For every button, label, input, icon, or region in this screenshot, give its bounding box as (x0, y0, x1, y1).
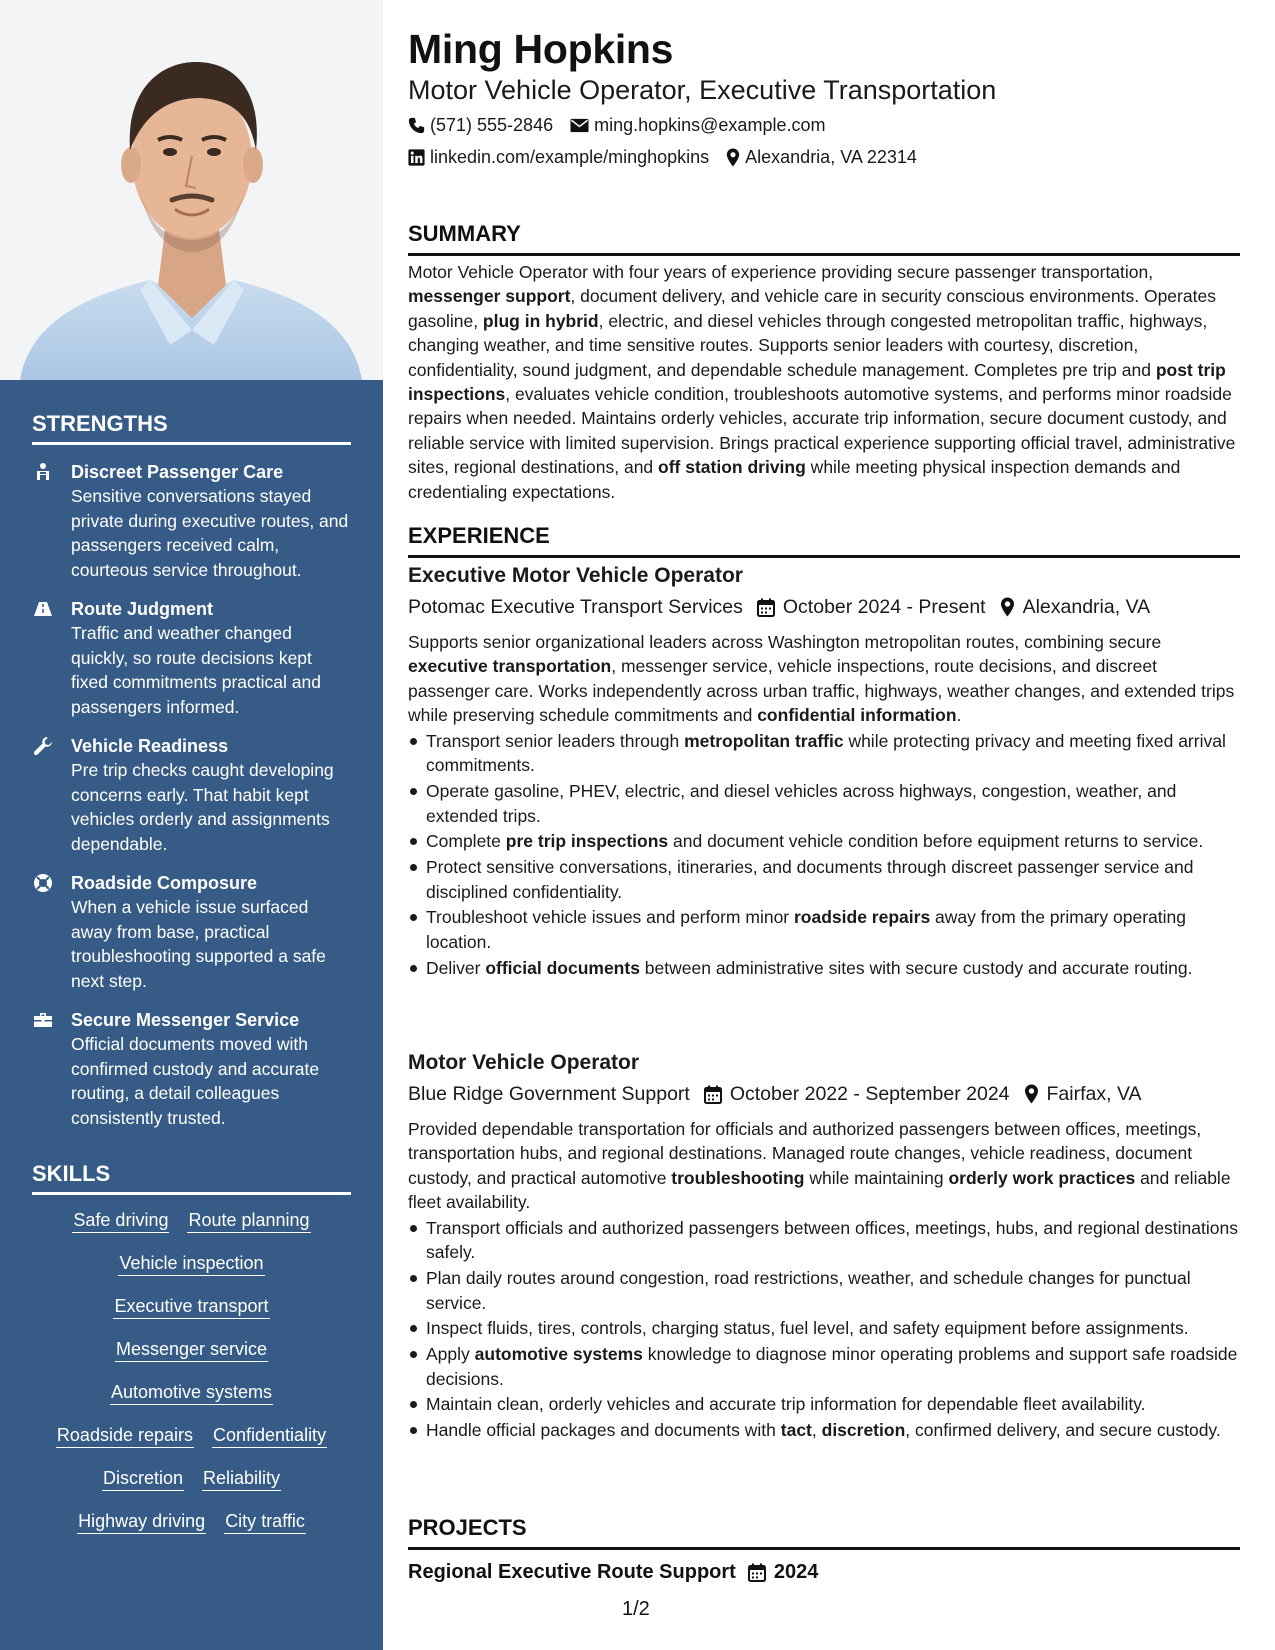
strengths-section (32, 410, 351, 1130)
skill-tag: Vehicle inspection (118, 1252, 264, 1276)
bold-phrase: official documents (485, 957, 640, 978)
strength-item (32, 734, 351, 856)
job-company: Blue Ridge Government Support (408, 1083, 690, 1105)
skill-tag: Highway driving (77, 1510, 206, 1534)
phone-text: (571) 555-2846 (430, 115, 554, 135)
skill-tag: Messenger service (115, 1338, 268, 1362)
skills-row (32, 1252, 351, 1276)
page-number: 1/2 (622, 1598, 650, 1620)
briefcase-icon (33, 1010, 53, 1030)
skill-tag: City traffic (224, 1510, 306, 1534)
skills-row (32, 1338, 351, 1362)
sidebar (0, 0, 383, 1650)
bullet-item: Transport officials and authorized passengers between offices, meetings, hubs, and regional destinations safely. (408, 1216, 1240, 1265)
job-intro: Supports senior organizational leaders across Washington metropolitan routes, combining secure executive transportation, messenger service, vehicle inspections, route decisions, and discreet passenger care. Works independently across urban traffic, highways, weather changes, and extended trips while preserving schedule commitments and confidential information. (408, 632, 1235, 726)
bold-phrase: tact (780, 1420, 812, 1441)
bullet-item: Operate gasoline, PHEV, electric, and diesel vehicles across highways, congestion, weather, and extended trips. (408, 779, 1240, 828)
contact-row-2 (408, 145, 917, 169)
strengths-list (32, 460, 351, 1130)
job-location: Fairfax, VA (1046, 1083, 1142, 1105)
bullet-item: Maintain clean, orderly vehicles and accurate trip information for dependable fleet availability. (408, 1392, 1240, 1416)
phone-contact[interactable] (408, 113, 553, 137)
map-pin-icon (1000, 597, 1015, 617)
strength-title: Roadside Composure (71, 873, 258, 893)
strength-desc: When a vehicle issue surfaced away from base, practical troubleshooting supported a safe next step. (71, 897, 326, 991)
bold-phrase: plug in hybrid (482, 310, 599, 331)
experience-heading: EXPERIENCE (408, 522, 1240, 558)
job-title: Executive Motor Vehicle Operator (408, 564, 743, 587)
portrait-image (0, 0, 383, 380)
calendar-icon (704, 1085, 722, 1104)
person-headline: Motor Vehicle Operator, Executive Transportation (408, 75, 997, 105)
bullet-item: Handle official packages and documents with tact, discretion, confirmed delivery, and secure custody. (408, 1418, 1240, 1442)
skills-row (32, 1424, 351, 1448)
strength-desc: Pre trip checks caught developing concerns early. That habit kept vehicles orderly and assignments dependable. (71, 760, 334, 854)
bullet-item: Complete pre trip inspections and document vehicle condition before equipment returns to service. (408, 829, 1240, 853)
calendar-icon (748, 1563, 766, 1582)
skill-tag: Reliability (202, 1467, 281, 1491)
lifebuoy-icon (33, 873, 53, 893)
job-bullets (408, 1216, 1240, 1444)
job-intro: Provided dependable transportation for officials and authorized passengers between offices, meetings, transportation hubs, and regional destinations. Managed route changes, vehicle readiness, document custody, and practical automotive troubleshooting while maintaining orderly work practices and reliable fleet availability. (408, 1119, 1231, 1213)
map-pin-icon (1024, 1084, 1039, 1104)
bold-phrase: troubleshooting (671, 1167, 805, 1188)
skills-row (32, 1209, 351, 1233)
project-title: Regional Executive Route Support (408, 1561, 736, 1583)
summary-text: Motor Vehicle Operator with four years of experience providing secure passenger transportation, messenger support, document delivery, and vehicle care in security conscious environments. Operates gasoline, plug in hybrid, electric, and diesel vehicles through congested metropolitan traffic, highways, changing weather, and time sensitive routes. Supports senior leaders with courtesy, discretion, confidentiality, sound judgment, and dependable schedule management. Completes pre trip and post trip inspections, evaluates vehicle condition, troubleshoots automotive systems, and performs minor roadside repairs when needed. Maintains orderly vehicles, accurate trip information, secure document custody, and reliable service with limited supervision. Brings practical experience supporting official travel, administrative sites, regional destinations, and off station driving while meeting physical inspection demands and credentialing expectations. (408, 262, 1236, 502)
job-title: Motor Vehicle Operator (408, 1051, 640, 1074)
bold-phrase: roadside repairs (794, 907, 931, 928)
project-item (408, 1559, 818, 1585)
phone-icon (408, 117, 425, 134)
skill-tag: Discretion (102, 1467, 184, 1491)
road-icon (33, 599, 53, 619)
envelope-icon (570, 118, 589, 133)
skill-tag: Safe driving (72, 1209, 169, 1233)
strength-item (32, 597, 351, 719)
bullet-item: Apply automotive systems knowledge to diagnose minor operating problems and support safe roadside decisions. (408, 1342, 1240, 1391)
bold-phrase: executive transportation (408, 656, 612, 677)
strength-title: Secure Messenger Service (71, 1010, 300, 1030)
linkedin-contact[interactable] (408, 145, 709, 169)
job-meta (408, 594, 1150, 620)
bold-phrase: automotive systems (474, 1344, 643, 1365)
project-year: 2024 (773, 1561, 819, 1583)
strengths-heading: STRENGTHS (32, 410, 351, 445)
bullet-item: Troubleshoot vehicle issues and perform minor roadside repairs away from the primary operating location. (408, 905, 1240, 954)
job-dates: October 2024 - Present (782, 596, 986, 618)
job-meta (408, 1081, 1142, 1107)
email-text: ming.hopkins@example.com (594, 115, 826, 135)
bold-phrase: orderly work practices (948, 1167, 1136, 1188)
skills-row (32, 1381, 351, 1405)
skills-list (32, 1209, 351, 1534)
job-dates: October 2022 - September 2024 (729, 1083, 1010, 1105)
summary-heading: SUMMARY (408, 220, 1240, 256)
linkedin-icon (408, 149, 425, 166)
bullet-item: Transport senior leaders through metropolitan traffic while protecting privacy and meeting fixed arrival commitments. (408, 729, 1240, 778)
strength-desc: Official documents moved with confirmed custody and accurate routing, a detail colleagues consistently trusted. (71, 1034, 320, 1128)
location-contact (726, 145, 917, 169)
strength-title: Route Judgment (71, 599, 213, 619)
bold-phrase: pre trip inspections (505, 831, 669, 852)
map-pin-icon (726, 148, 740, 167)
profile-photo (0, 0, 383, 380)
skills-row (32, 1467, 351, 1491)
skills-row (32, 1510, 351, 1534)
calendar-icon (757, 598, 775, 617)
bullet-item: Plan daily routes around congestion, road restrictions, weather, and schedule changes for punctual service. (408, 1266, 1240, 1315)
job-location: Alexandria, VA (1022, 596, 1151, 618)
wrench-icon (33, 736, 53, 756)
strength-title: Discreet Passenger Care (71, 462, 284, 482)
skills-row (32, 1295, 351, 1319)
bullet-item: Inspect fluids, tires, controls, charging status, fuel level, and safety equipment before assignments. (408, 1316, 1240, 1340)
person-seat-icon (33, 462, 53, 482)
skill-tag: Confidentiality (212, 1424, 327, 1448)
linkedin-text: linkedin.com/example/minghopkins (430, 147, 710, 167)
projects-heading: PROJECTS (408, 1514, 1240, 1550)
strength-item (32, 460, 351, 582)
skill-tag: Executive transport (113, 1295, 269, 1319)
person-name: Ming Hopkins (408, 26, 674, 72)
job-bullets (408, 729, 1240, 981)
bold-phrase: off station driving (658, 457, 806, 478)
bullet-item: Protect sensitive conversations, itineraries, and documents through discreet passenger service and disciplined confidentiality. (408, 855, 1240, 904)
bold-phrase: confidential information (757, 705, 957, 726)
bold-phrase: metropolitan traffic (684, 731, 844, 751)
strength-title: Vehicle Readiness (71, 736, 229, 756)
contact-row (408, 113, 825, 137)
strength-item (32, 871, 351, 993)
bold-phrase: messenger support (408, 286, 571, 307)
location-text: Alexandria, VA 22314 (745, 147, 917, 167)
skills-heading: SKILLS (32, 1160, 351, 1195)
skills-section (32, 1160, 351, 1534)
strength-item (32, 1008, 351, 1130)
email-contact[interactable] (570, 113, 825, 137)
strength-desc: Sensitive conversations stayed private during executive routes, and passengers received calm, courteous service throughout. (71, 486, 349, 580)
bold-phrase: post trip inspections (408, 359, 1226, 405)
bullet-item: Deliver official documents between administrative sites with secure custody and accurate routing. (408, 956, 1240, 980)
bold-phrase: discretion (821, 1420, 906, 1441)
job-company: Potomac Executive Transport Services (408, 596, 743, 618)
skill-tag: Automotive systems (110, 1381, 273, 1405)
skill-tag: Roadside repairs (56, 1424, 194, 1448)
skill-tag: Route planning (187, 1209, 310, 1233)
strength-desc: Traffic and weather changed quickly, so route decisions kept fixed commitments practical and passengers informed. (71, 623, 321, 717)
